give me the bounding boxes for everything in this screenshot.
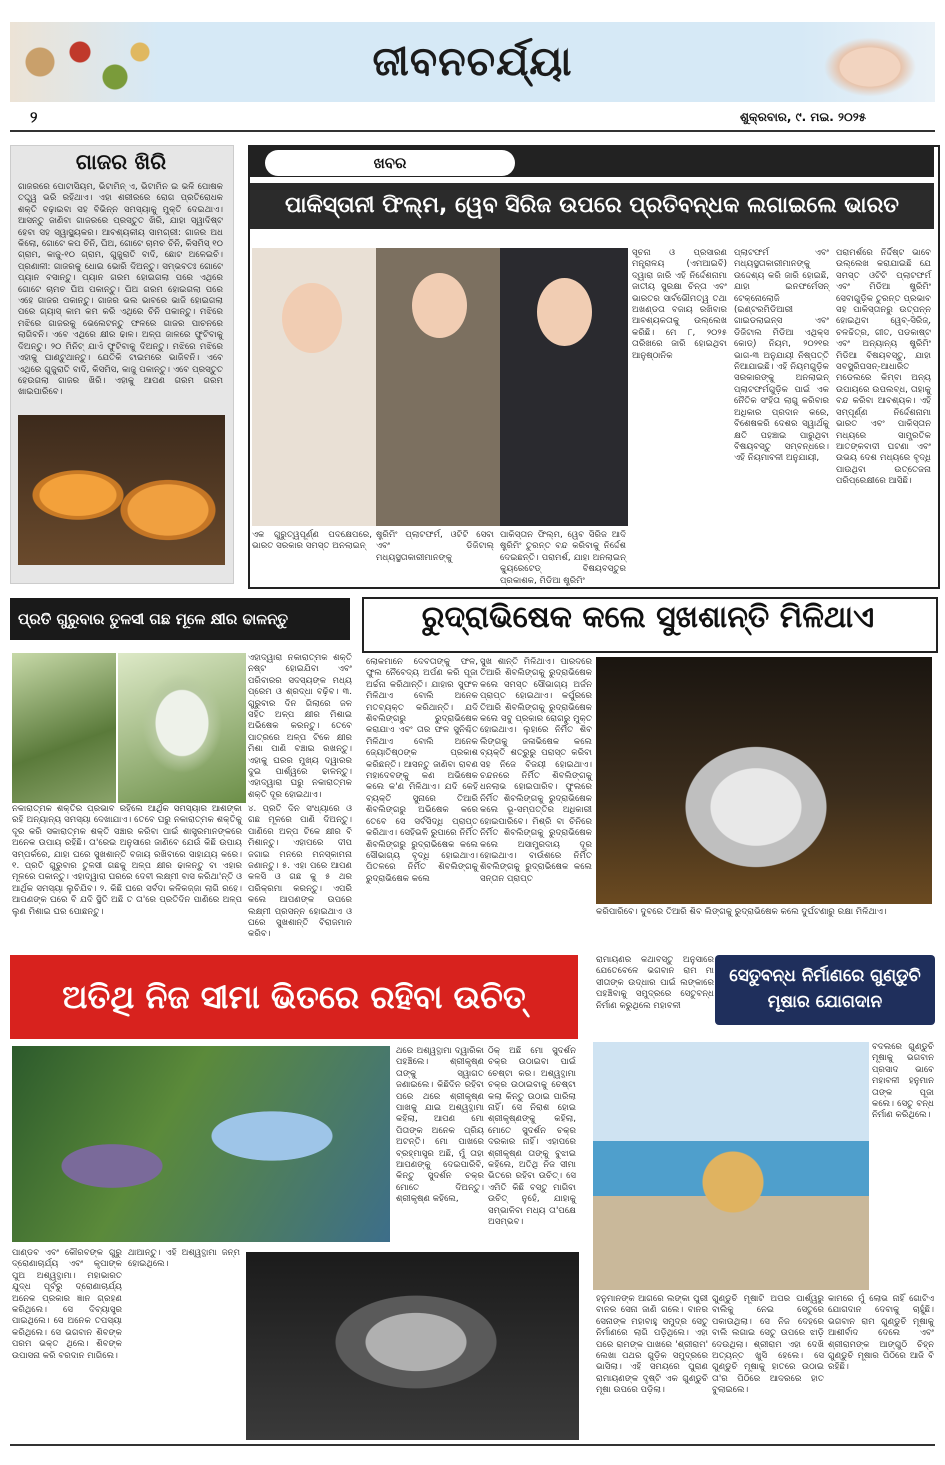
rudra-caption: କରିପାରିବେ। ଦୁବରେ ତିଆରି ଶିବ ଲିଙ୍ଗକୁ ରୁଦ୍ରାଭିଷେକ କଲେ ଦୁର୍ଘଟଣାରୁ ରକ୍ଷା ମିଳିଥାଏ। <box>596 907 887 917</box>
atithi-column-3: ପାଣ୍ଡବ ଏବଂ କୌରବଙ୍କ ଗୁରୁ ଦ୍ରୋଣାଚାର୍ଯ୍ୟ ଏବଂ କୃପାଙ୍କ ପୁଅ ଅଶ୍ୱତ୍ଥାମା। ମହାଭାରତ ଯୁଦ୍ଧ ପୂର୍ବରୁ ଦ୍ରୋଣାଚାର୍ଯ୍ୟ ଅନେକ ପ୍ରକାର ଜ୍ଞାନ ଗ୍ରହଣ କରିଥିଲେ। ସେ ଦିବ୍ୟାସ୍ତ୍ର ପାଇଥିଲେ। ସେ ଅନେକ ତପସ୍ୟା କରିଥିଲେ। ସେ ଭଗବାନ ଶିବଙ୍କ ପରମ ଭକ୍ତ ଥିଲେ। ଶିବଙ୍କ ଉପାସନା କରି ବରଦାନ ମାଗିଲେ। <box>12 1248 122 1361</box>
news-column-2: ପ୍ଲାଟଫର୍ମ ଏବଂ ମଧ୍ୟସ୍ଥତାକାରୀମାନଙ୍କୁ ଉଦ୍ଦେଶ୍ୟ କରି ଜାରି ହୋଇଛି, ଯାହା ଇନଫର୍ମେସନ୍ ଟେକ୍ନୋଲୋଜି (ଇଣ୍ଟରମିଡିଆରୀ ଗାଇଡଲାଇନ୍ସ ଏବଂ ଡିଜିଟାଲ ମିଡିଆ ଏଥିକ୍ସ କୋଡ୍) ନିୟମ, ୨୦୨୧ର ଭାଗ-୩ ଅନୁଯାୟୀ ନିଷ୍ପତ୍ତି ନିଆଯାଇଛି। ଏହି ନିୟମଗୁଡ଼ିକ ସରକାରଙ୍କୁ ଅନଲାଇନ୍ ପ୍ଲାଟଫର୍ମଗୁଡ଼ିକ ପାଇଁ ଏକ ନୈତିକ ସଂହିତା ଲାଗୁ କରିବାର ଅଧିକାର ପ୍ରଦାନ କରେ, ବିଶେଷକରି ଦେଶର ସ୍ୱାର୍ଥକୁ କ୍ଷତି ପହଞ୍ଚାଇ ପାରୁଥିବା ବିଷୟବସ୍ତୁ ସମ୍ବନ୍ଧରେ। ଏହି ନିୟମାବଳୀ ଅନୁଯାୟୀ, <box>734 248 829 464</box>
news-caption-1: ଏକ ଗୁରୁତ୍ୱପୂର୍ଣ୍ଣ ପଦକ୍ଷେପରେ, ଭାରତ ସରକାର ସମସ୍ତ ଅନଲାଇନ୍ <box>252 530 372 552</box>
setu-headline: ସେତୁବନ୍ଧ ନିର୍ମାଣରେ ଗୁଣ୍ଡୁଚି ମୂଷାର ଯୋଗଦାନ <box>715 955 935 1025</box>
gajar-kheeri-image <box>18 415 225 565</box>
shivling-image <box>596 657 932 904</box>
news-column-1: ସୂଚନା ଓ ପ୍ରସାରଣ ମନ୍ତ୍ରାଳୟ (ଏମଆଇବି) ଦ୍ୱାରା ଜାରି ଏହି ନିର୍ଦ୍ଦେଶନାମା ଜାତୀୟ ସୁରକ୍ଷା ଚିନ୍ତା ଏବଂ ଭାରତର ସାର୍ବଭୌମତ୍ୱ ତଥା ଅଖଣ୍ଡତା ବଜାୟ ରଖିବାର ଆବଶ୍ୟକତାକୁ ଉଲ୍ଲେଖ କରିଛି। ମେ ୮, ୨୦୨୫ ତାରିଖରେ ଜାରି ହୋଇଥିବା ଆନୁଷ୍ଠାନିକ <box>632 248 727 361</box>
milk-glass-image <box>118 653 246 803</box>
atithi-column-2: ଠିକ୍ ଅଛି ମୋ ସୁଦର୍ଶନ ଚକ୍ର ଉଠାଇବା ପାଇଁ ଚେଷ୍ଟା କର। ଅଶ୍ୱତ୍ଥାମା ଚକ୍ର ଉଠାଇବାକୁ ଚେଷ୍ଟା କଲା କିନ୍ତୁ ଉଠାଇ ପାରିଲା ନାହିଁ। ସେ ନିରାଶ ହୋଇ ଶ୍ରୀକୃଷ୍ଣଙ୍କୁ କହିଲା, ମୋତେ ସୁଦର୍ଶନ ଚକ୍ର ଦରକାର ନାହିଁ। ଏହାପରେ ଶ୍ରୀକୃଷ୍ଣ ତାଙ୍କୁ ବୁଝାଇ କହିଲେ, ଅତିଥି ନିଜ ସୀମା ଭିତରେ ରହିବା ଉଚିତ୍। ସେ ଏମିତି କିଛି ବସ୍ତୁ ମାଗିବା ଉଚିତ୍ ନୁହେଁ, ଯାହାକୁ ସମ୍ଭାଳିବା ମଧ୍ୟ ତା'ପକ୍ଷେ ଅସମ୍ଭବ। <box>488 1046 576 1228</box>
gajar-body: ଗାଜରରେ ପୋଟାସିୟମ, ଭିଟାମିନ୍ ଏ, ଭିଟାମିନ ଇ ଭଳି ପୋଷକ ତତ୍ତ୍ୱ ଭରି ରହିଥାଏ। ଏହା ଶରୀରରେ ରୋଗ ପ୍ରତିରୋଧକ ଶକ୍ତି ବଢ଼ାଇବା ସହ ବିଭିନ୍ନ ସମସ୍ୟାକୁ ମୁକ୍ତି ଦେଇଥାଏ। ଆସନ୍ତୁ ଜାଣିବା ଗାଜରରେ ପ୍ରସ୍ତୁତ ଖିରି, ଯାହା ସ୍ୱାଦିଷ୍ଟ ହେବା ସହ ସ୍ୱାସ୍ଥ୍ୟକର। ଆବଶ୍ୟକୀୟ ସାମଗ୍ରୀ: ଗାଜର ଅଧ କିଲୋ, ଗୋଟେ କପ ଚିନି, ଘିଅ, ଗୋଟେ ଚାମଚ ଚିନି, କିସମିସ୍ ୧୦ ଗ୍ରାମ, କାଜୁ-୧୦ ଗ୍ରାମ, ଗୁଜୁରାତି ବାଦି, ଛୋଟ ଅଳେଇଚି। ପ୍ରଣାଳୀ: ଗାଜରକୁ ଧୋଇ ଭୋରି ଦିଅନ୍ତୁ। ସମ୍ଭବତଃ ଗୋଟେ ପ୍ୟାନ ବସାନ୍ତୁ। ପ୍ୟାନ ଗରମ ହୋଇଗଲା ପରେ ଏଥିରେ ଗୋଟେ ଚାମଚ ଘିଅ ପକାନ୍ତୁ। ଘିଅ ଗରମ ହୋଇଗଲା ପରେ ଏହେ ଗାଜର ପକାନ୍ତୁ। ଗାଜର ଭଲ ଭାବରେ ଭାଜି ହୋଇଗଲା ପରେ ଗ୍ୟାସ୍ କାମ କମ କରି ଏଥିରେ ଚିନି ପକାନ୍ତୁ। ମଝିରେ ମଝିରେ ଗାଜରକୁ ଭେଲେଟନ୍ତୁ ଫଳରେ ଗାଜର ପାଚନରେ ଲାଗିବନି। ଏବେ ଏଥିରେ କ୍ଷୀର ଢାଳ। ଅଳ୍ପ ଜାଳରେ ଫୁଟିବାକୁ ଦିଅନ୍ତୁ। ୨୦ ମିନିଟ୍ ଯାଏଁ ଫୁଟିବାକୁ ଦିଅନ୍ତୁ। ମଝିରେ ମଝିରେ ଏହାକୁ ଘାଣ୍ଟୁଥାନ୍ତୁ। ଯେତିକି ଟାଇମରେ ଭାଜିବନି। ଏବେ ଏଥିରେ ଗୁଜୁରାତି ବାଦି, କିସମିସ, କାଜୁ ପକାନ୍ତୁ। ଏବେ ପ୍ରସ୍ତୁତ ହେଉଗଲା ଗାଜର ଖିରି। ଏହାକୁ ଆପଣ ଗରମ ଗରମ ଖାଇପାରିବେ। <box>18 182 223 398</box>
setu-column-1: ବଦଲରେ ଗୁଣ୍ଡୁଚି ମୂଷାକୁ ଭଗବାନ ପ୍ରସାଦ ଭାବେ ମହାବଳୀ ହନୁମାନ ତାଙ୍କ ପୂଜା କଲେ। ସେତୁ ବନ୍ଧ ନିର୍ମାଣ କରିଥିଲେ। <box>872 1042 934 1121</box>
rudra-column-1: ଲୋକମାନେ ଦେବତାଙ୍କୁ ଫଳ, ଫୁଲ ନୈବେଦ୍ୟ ଅର୍ପଣ କରି ପୂଜା ଅର୍ଚ୍ଚନା କରିଥାନ୍ତି। ଯାହାର ସୁଫଳ ମିଳିଥାଏ ବୋଲି ଅନେକ ମତବ୍ୟକ୍ତ କରିଥାନ୍ତି। ଯଦି ଶିବଲିଙ୍ଗରୁ ରୁଦ୍ରାଭିଷେକ କରାଯାଏ ଏବଂ ତାର ଫଳ ସୁନିଶ୍ଚିତ ମିଳିଥାଏ ବୋଲି ଅନେକ ଜ୍ୟୋତିଷ୍ଠଙ୍କ ପ୍ରକାଶ କରିଛନ୍ତି। ଆସନ୍ତୁ ଜାଣିବା ରାବଣ ମହାଦେବଙ୍କୁ କଣ ଅଭିଷେକ କଲେ କ'ଣ ମିଳିଥାଏ। ଯଦି କେହି ବ୍ୟକ୍ତି ସୁନାରେ ତିଆରି ଶିବଲିଙ୍ଗରୁ ଅଭିଷେକ କରେ ତେବେ ସେ ସର୍ବସିଦ୍ଧି ପ୍ରାପ୍ତ କରିଥାଏ। ସେହିଭଳି ରୁପାରେ ନିର୍ମିତ ଶିବଲିଙ୍ଗରୁ ରୁଦ୍ରାଭିଷେକ କଲେ ସୌଭାଗ୍ୟ ବୃଦ୍ଧି ହୋଇଥାଏ। ପିତଳରେ ନିର୍ମିତ ଶିବଲିଙ୍ଗକୁ ରୁଦ୍ରାଭିଷେକ କଲେ <box>366 657 478 884</box>
news-kicker: ଖବର <box>265 150 515 176</box>
footer-rule <box>10 1444 935 1446</box>
header-rule <box>10 130 935 132</box>
atithi-column-1: ଥରେ ଅଶ୍ୱତ୍ଥାମା ଦ୍ୱାରିକା ପହଞ୍ଚିଲେ। ଶ୍ରୀକୃଷ୍ଣ ତାଙ୍କୁ ସ୍ୱାଗତ ଜଣାଇଲେ। କିଛିଦିନ ରହିବା ପରେ ଥରେ ଶ୍ରୀକୃଷ୍ଣ ପାଖକୁ ଯାଇ ଅଶ୍ୱତ୍ଥାମା କହିଲା, ଆପଣ ମୋ ପିତାଙ୍କ ଅନେକ ପ୍ରିୟ ଅଟନ୍ତି। ମୋ ପାଖରେ ବ୍ରହ୍ମାସ୍ତ୍ର ଅଛି, ମୁଁ ତାହା ଆପଣଙ୍କୁ ଦେଇପାରିବି, କିନ୍ତୁ ସୁଦର୍ଶନ ଚକ୍ର ମୋତେ ଦିଅନ୍ତୁ। ଶ୍ରୀକୃଷ୍ଣ କହିଲେ, <box>396 1046 484 1205</box>
atithi-headline: ଅତିଥି ନିଜ ସୀମା ଭିତରେ ରହିବା ଉଚିତ୍ <box>10 955 578 1039</box>
krishna-statue-image <box>246 1252 579 1440</box>
setu-column-2: ହନୁମାନଙ୍କ ଆଗରେ ଲଙ୍କା ପୁରୀ ବାନର ସେନା ଜାଣି ଗଲେ। ବାନର ସେନାଙ୍କ ମହାବାହୁ ସମୁଦ୍ର ସେତୁ ନିର୍ମାଣରେ ଲାଗି ପଡ଼ିଥିଲେ। ଏହା ପରେ ରାମଙ୍କ ପାଖରେ 'ଶ୍ରୀରାମ' ଲେଖା ପଥର ଗୁଡ଼ିକ ସମୁଦ୍ରରେ ଭାସିଲା। ଏହି ସମୟରେ ପୁରାଣ ରାମାୟଣଙ୍କ ଦୃଷ୍ଟି ଏକ ଗୁଣ୍ଡୁଚି ମୂଷା ଉପରେ ପଡ଼ିଲା। <box>596 1294 708 1396</box>
news-caption-3: ପାକିସ୍ତାନ ଫିଲ୍ମ, ୱେବ ସିରିଜ ଆଦି ଷ୍ଟ୍ରିମିଂ ତୁରନ୍ତ ବନ୍ଦ କରିବାକୁ ନିର୍ଦ୍ଦେଶ ଦେଇଛନ୍ତି। ପରାମର୍ଶ, ଯାହା ଅନଲାଇନ୍ କ୍ୟୁରେଟେଡ୍ ବିଷୟବସ୍ତୁର ପ୍ରକାଶକ, ମିଡିଆ ଷ୍ଟ୍ରିମିଂ <box>500 530 626 586</box>
ram-setu-painting-image <box>593 1042 869 1290</box>
rudra-headline: ରୁଦ୍ରାଭିଷେକ କଲେ ସୁଖଶାନ୍ତି ମିଳିଥାଏ <box>421 600 875 635</box>
krishna-painting-image <box>12 1046 390 1242</box>
page-number: ୨ <box>30 108 38 126</box>
setu-intro: ରାମାୟଣର କଥାବସ୍ତୁ ଅନୁସାରେ ଯେତେବେଳେ ଭଗବାନ ରାମ ମା ସୀତାଙ୍କ ଉଦ୍ଧାର ପାଇଁ ଲଙ୍କାରେ ପହଞ୍ଚିବାକୁ ସମୁଦ୍ରରେ ସେତୁବନ୍ଧ ନିର୍ମାଣ କରୁଥିଲେ ମହାବଳୀ <box>596 955 714 1011</box>
masthead-food-image <box>10 22 160 102</box>
tulsi-column-3: ୪. ପ୍ରତି ଦିନ ସଂଧ୍ୟାରେ ଓ ଗଛ ମୂଳରେ ପାଣି ଦିଅନ୍ତୁ। ପାଣିରେ ଅଳ୍ପ ଟିକେ କ୍ଷୀର ବି ମିଶାନ୍ତୁ। ଏହାପରେ ଦୀପ ଜଗାଇ ମନରେ ମନସ୍କାମନା ଜଣାନ୍ତୁ। ୫. ଏହା ପରେ ଆପଣ କଳସି ଓ ଗଛ କୁ ୫ ଥର ପରିକ୍ରମା କରନ୍ତୁ। ଏପରି କଲେ ଆପଣଙ୍କ ଉପରେ ଲକ୍ଷ୍ମୀ ପ୍ରସନ୍ନ ହୋଇଥାଏ ଓ ଘରେ ସୁଖଶାନ୍ତି ବିରାଜମାନ କରିବ। <box>248 804 352 940</box>
gajar-headline: ଗାଜର ଖିରି <box>75 150 167 174</box>
actors-photo <box>252 248 628 526</box>
setu-column-3: ଗୁଣ୍ଡୁଚି ମୂଷାଟି ଅପର ପାର୍ଶ୍ୱରୁ ବାଲିକୁ ନେଇ ସେତୁରେ ପକାଉଥିଲା। ସେ ନିଜ ଦେହରେ ବାଲି ଲଗାଇ ସେତୁ ଉପରେ ଝାଡ଼ି ଦେଉଥିଲା। ଶ୍ରୀରାମ ଏହା ଦେଖି ଅତ୍ୟନ୍ତ ଖୁସି ହେଲେ। ସେ ଗୁଣ୍ଡୁଚି ମୂଷାକୁ ହାତରେ ଉଠାଇ ତା'ର ପିଠିରେ ଆଦରରେ ହାତ ବୁଲାଇଲେ। <box>712 1294 824 1396</box>
page-title: ଜୀବନଚର୍ଯ୍ୟା <box>372 38 573 85</box>
news-headline: ପାକିସ୍ତାନୀ ଫିଲ୍ମ, ୱେବ ସିରିଜ ଉପରେ ପ୍ରତିବନ୍ଧକ ଲଗାଇଲେ ଭାରତ <box>250 183 934 229</box>
setu-column-4: କାମରେ ମୁଁ ଲୋଭ ନାହିଁ ଗୋଟିଏ ଯୋଗଦାନ ଦେବାକୁ ଚାହୁଁଛି। ଭଗବାନ ରାମ ଗୁଣ୍ଡୁଚି ମୂଷାକୁ ଆଶୀର୍ବାଦ ଦେଲେ ଏବଂ ଶ୍ରୀରାମଙ୍କ ଆଙ୍ଗୁଠି ଚିହ୍ନ ଗୁଣ୍ଡୁଚି ମୂଷାର ପିଠିରେ ଆଜି ବି ରହିଛି। <box>828 1294 934 1373</box>
news-column-3: ପରାମର୍ଶରେ ନିର୍ଦ୍ଦିଷ୍ଟ ଭାବେ ଉଲ୍ଲେଖ କରାଯାଇଛି ଯେ ସମସ୍ତ ଓଟିଟି ପ୍ଲାଟଫର୍ମ ଏବଂ ମିଡିଆ ଷ୍ଟ୍ରିମିଂ ସେବାଗୁଡ଼ିକ ତୁରନ୍ତ ପ୍ରଭାବ ସହ ପାକିସ୍ତାନରୁ ଉତ୍ପନ୍ନ ହୋଇଥିବା ୱେବ୍-ସିରିଜ୍, ଚଳଚ୍ଚିତ୍ର, ଗୀତ, ପଡକାଷ୍ଟ ଏବଂ ଅନ୍ୟାନ୍ୟ ଷ୍ଟ୍ରିମିଂ ମିଡିଆ ବିଷୟବସ୍ତୁ, ଯାହା ସବସ୍କ୍ରିପସନ୍-ଆଧାରିତ ମଡେଲରେ କିମ୍ବା ଅନ୍ୟ ଉପାୟରେ ଉପଲବ୍ଧ, ତାହାକୁ ବନ୍ଦ କରିବା ଆବଶ୍ୟକ। ଏହି ସମ୍ପୂର୍ଣ୍ଣ ନିର୍ଦ୍ଦେଶନାମା ଭାରତ ଏବଂ ପାକିସ୍ତାନ ମଧ୍ୟରେ ସାମ୍ପ୍ରତିକ ଆତଙ୍କବାଦୀ ଘଟଣା ଏବଂ ଉଭୟ ଦେଶ ମଧ୍ୟରେ ବୃଦ୍ଧି ପାଉଥିବା ଉତ୍ତେଜନା ପରିପ୍ରେକ୍ଷୀରେ ଆସିଛି। <box>836 248 931 487</box>
rudra-column-2: ସୁଖ ଶାନ୍ତି ମିଳିଥାଏ। ପାରଦରେ ତିଆରି ଶିବଲିଙ୍ଗକୁ ରୁଦ୍ରାଭିଷେକ କଲେ ସମସ୍ତ ସୌଭାଗ୍ୟ ଅର୍ଜନ ପ୍ରାପ୍ତ ହୋଇଥାଏ। କର୍ପୁରରେ ତିଆରି ଶିବଲିଙ୍ଗକୁ ରୁଦ୍ରାଭିଷେକ କଲେ ସବୁ ପ୍ରକାର ରୋଗରୁ ମୁକ୍ତ ହୋଇଥାଏ। ଲୁହାରେ ନିର୍ମିତ ଶିବ ଲିଙ୍ଗକୁ ଜଳାଭିଷେକ କଲେ ବ୍ୟକ୍ତି ଶତ୍ରୁରୁ ପରାସ୍ତ କରିବା ସହ ନିଜେ ବିଜୟୀ ହୋଇଥାଏ। ଚନ୍ଦନରେ ନିର୍ମିତ ଶିବଲିଙ୍ଗକୁ ଧନଲାଭ ହୋଇପାରିବ। ଫୁଲରେ ନିର୍ମିତ ଶିବଲିଙ୍ଗକୁ ରୁଦ୍ରାଭିଷେକ କଲେ ଭୂ-ସମ୍ପତ୍ତିର ଅଧିକାରୀ ହୋଇପାରିବେ। ମିଶ୍ରି ବା ଚିନିରେ ନିର୍ମିତ ଶିବଲିଙ୍ଗକୁ ରୁଦ୍ରାଭିଷେକ କଲେ ଅସାମ୍ପ୍ରଦାୟ ଦୂର ହୋଇଥାଏ। ବାଉଁଶରେ ନିର୍ମିତ ଶିବଲିଙ୍ଗକୁ ରୁଦ୍ରାଭିଷେକ କଲେ ସନ୍ତାନ ପ୍ରାପ୍ତ <box>480 657 592 884</box>
atithi-column-4: ଥାଆନ୍ତୁ। ଏହି ଅଶ୍ୱତ୍ଥାମା ଜନ୍ମ ହୋଇଥିଲେ। <box>128 1248 240 1270</box>
tulsi-column-1: ଏହାଦ୍ୱାରା ନକାରାତ୍ମକ ଶକ୍ତି ନଷ୍ଟ ହୋଇଯିବା ଏବଂ ପରିବାରର ସଦସ୍ୟଙ୍କ ମଧ୍ୟ ପ୍ରେମ ଓ ଶ୍ରଦ୍ଧା ବଢ଼ିବ। ୩. ଗୁରୁବାର ଦିନ ଗିଲାରେ ଜଳ ସହିତ ଅଳ୍ପ କ୍ଷୀର ମିଶାଇ ଅଭିଷେକ କରନ୍ତୁ। ତେବେ ପାତ୍ରରେ ଅଳ୍ପ ଟିକେ କ୍ଷୀର ମିଶା ପାଣି ବଞ୍ଚାଇ ରଖନ୍ତୁ। ଏହାକୁ ଘରର ମୁଖ୍ୟ ଦ୍ୱାରର ଦୁଇ ପାର୍ଶ୍ୱରେ ଢାଳନ୍ତୁ। ଏହାଦ୍ୱାରା ଘରୁ ନକାରାତ୍ମକ ଶକ୍ତି ଦୂର ହୋଇଥାଏ। <box>248 653 352 800</box>
news-caption-2: ଷ୍ଟ୍ରିମିଂ ପ୍ଲାଟଫର୍ମ, ଓଟିଟି ସେବା ଏବଂ ଡିଜିଟାଲ୍ ମଧ୍ୟସ୍ଥତାକାରୀମାନଙ୍କୁ <box>376 530 494 563</box>
tulsi-plant-image <box>12 653 116 803</box>
tulsi-headline: ପ୍ରତି ଗୁରୁବାର ତୁଳସୀ ଗଛ ମୂଳେ କ୍ଷୀର ଢାଳନ୍ତୁ <box>10 598 350 640</box>
page-date: ଶୁକ୍ରବାର, ୯. ମଇ. ୨୦୨୫ <box>740 110 867 124</box>
masthead-skincare-image <box>800 22 935 102</box>
tulsi-column-2: ନକାରାତ୍ମକ ଶକ୍ତିର ପ୍ରଭାବ ରହିଲେ ଆର୍ଥିକ ସମସ୍ୟାର ଆଶଙ୍କା ରହି ଅନ୍ୟାନ୍ୟ ସମସ୍ୟା ଦେଖାଯାଏ। ତେବେ ଘରୁ ନକାରାତ୍ମକ ଶକ୍ତିକୁ ଦୂର କରି ସକାରାତ୍ମକ ଶକ୍ତି ସଞ୍ଚାର କରିବା ପାଇଁ ଶାସ୍ତ୍ରମାନଙ୍କରେ ଅନେକ ଉପାୟ ରହିଛି। ତା'ରେଇ ଅନୁସାରେ ଜାଣିବେ ଯେଉଁ କିଛି ଉପାୟ ସମ୍ପର୍କରେ, ଯାହା ଘରେ ସୁଖଶାନ୍ତି ବଜାୟ ରଖିବାରେ ସାହାଯ୍ୟ କରେ। ୧. ପ୍ରତି ଗୁରୁବାର ତୁଳସୀ ଗଛକୁ ଅଳ୍ପ କ୍ଷୀର ଢାଳନ୍ତୁ ବା ଏହାର ମୂଳରେ ପକାନ୍ତୁ। ଏହାଦ୍ୱାରା ଘରରେ ଦେବୀ ଲକ୍ଷ୍ମୀ ବାସ କରିଥା'ନ୍ତି ଓ ଆର୍ଥିକ ସମସ୍ୟା ଲୁଚିଯିବ। ୨. କିଛି ଘରେ ସର୍ବଦା କଳିକଜ୍ଜା ଲାଗି ରହେ। ଆପଣଙ୍କ ଘରେ ବି ଯଦି ସ୍ଥିତି ଅଛି ତ ତା'ରେ ପ୍ରତିଦିନ ପାଣିରେ ଅଳ୍ପ ଲୁଣ ମିଶାଇ ଘର ପୋଛନ୍ତୁ। <box>12 804 242 917</box>
